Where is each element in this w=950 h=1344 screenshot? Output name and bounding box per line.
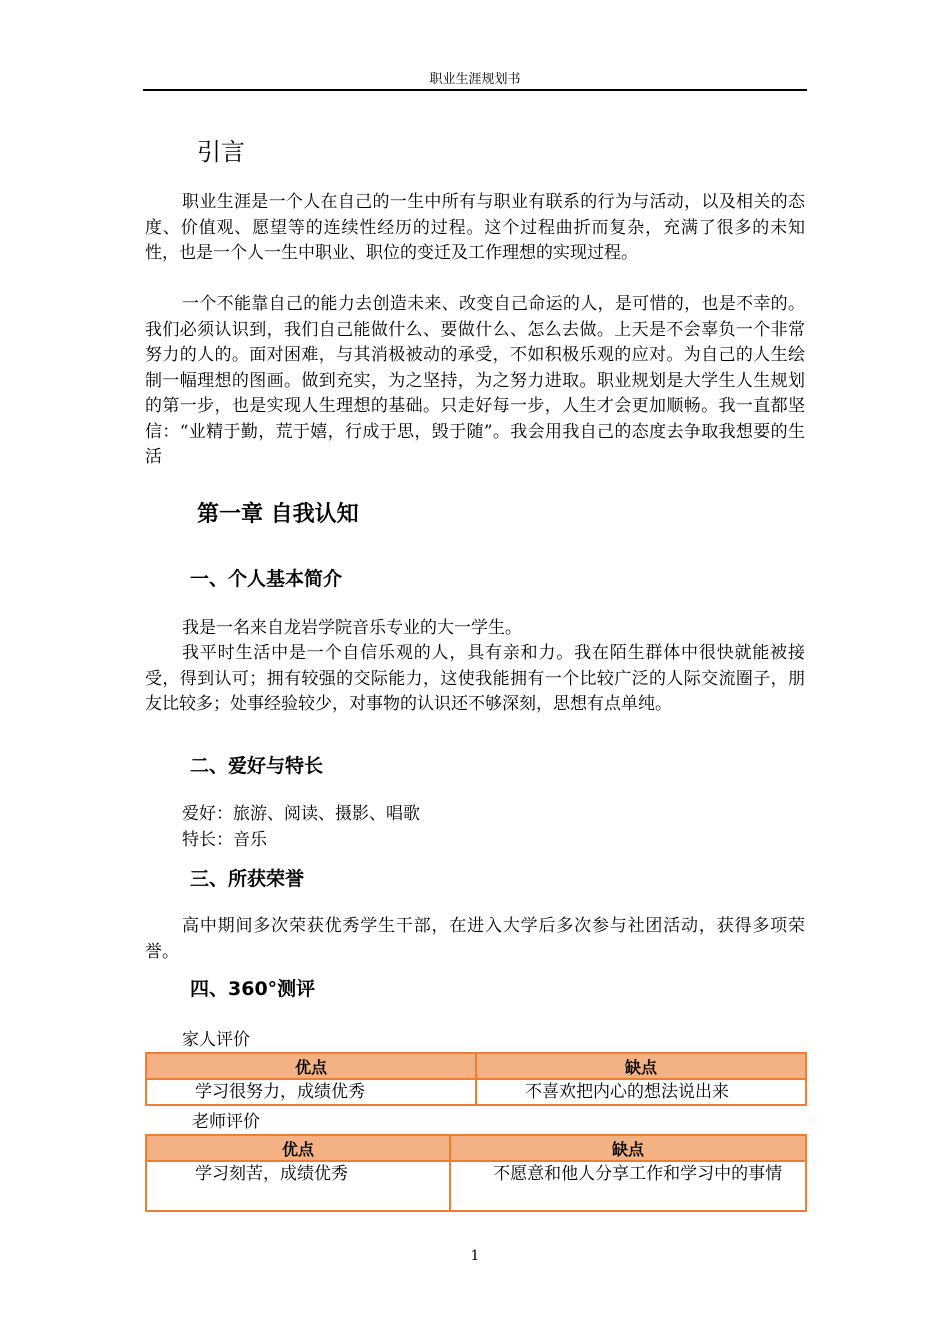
talents-line: 特长：音乐 — [182, 830, 267, 850]
family-cons-cell: 不喜欢把内心的想法说出来 — [476, 1079, 806, 1105]
family-pros-header: 优点 — [146, 1053, 476, 1079]
page-number: 1 — [470, 1248, 480, 1264]
intro-paragraph-1: 职业生涯是一个人在自己的一生中所有与职业有联系的行为与活动，以及相关的态度、价值观、愿望等的连续性经历的过程。这个过程曲折而复杂，充满了很多的未知性，也是一个人一生中职业、职位的变迁及工作理想的实现过程。 — [145, 192, 805, 263]
teacher-cons-cell: 不愿意和他人分享工作和学习中的事情 — [450, 1161, 806, 1211]
intro-paragraph-2: 一个不能靠自己的能力去创造未来、改变自己命运的人，是可惜的，也是不幸的。我们必须认识到，我们自己能做什么、要做什么、怎么去做。上天是不会辜负一个非常努力的人的。面对困难，与其消极被动的承受，不如积极乐观的应对。为自己的人生绘制一幅理想的图画。做到充实，为之坚持，为之努力进取。职业规划是大学生人生规划的第一步，也是实现人生理想的基础。只走好每一步，人生才会更加顺畅。我一直都坚信：“业精于勤，荒于嬉，行成于思，毁于随”。我会用我自己的态度去争取我想要的生活 — [145, 294, 805, 467]
intro-heading: 引言 — [197, 138, 245, 166]
family-eval-label: 家人评价 — [182, 1030, 250, 1050]
profile-paragraph-2: 我平时生活中是一个自信乐观的人，具有亲和力。我在陌生群体中很快就能被接受，得到认可；拥有较强的交际能力，这使我能拥有一个比较广泛的人际交流圈子，朋友比较多；处事经验较少，对事物的认识还不够深刻，思想有点单纯。 — [145, 643, 805, 714]
honors-paragraph: 高中期间多次荣获优秀学生干部，在进入大学后多次参与社团活动，获得多项荣誉。 — [145, 916, 805, 962]
family-cons-header: 缺点 — [476, 1053, 806, 1079]
table-row — [146, 1079, 806, 1105]
page-header-title: 职业生涯规划书 — [429, 72, 521, 87]
section-heading-honors: 三、所获荣誉 — [190, 868, 305, 890]
teacher-cons-header: 缺点 — [450, 1135, 806, 1161]
table-row — [146, 1161, 806, 1211]
section-heading-evaluation: 四、360°测评 — [190, 978, 316, 1000]
profile-paragraph-1: 我是一名来自龙岩学院音乐专业的大一学生。 — [182, 618, 522, 638]
hobbies-line: 爱好：旅游、阅读、摄影、唱歌 — [182, 804, 420, 824]
table-header-row — [146, 1053, 806, 1079]
family-pros-cell: 学习很努力，成绩优秀 — [146, 1079, 476, 1105]
table-header-row — [146, 1135, 806, 1161]
teacher-eval-table — [145, 1134, 807, 1212]
teacher-pros-cell: 学习刻苦，成绩优秀 — [146, 1161, 450, 1211]
section-heading-hobbies: 二、爱好与特长 — [190, 755, 324, 777]
chapter-heading: 第一章 自我认知 — [197, 502, 359, 527]
family-eval-table — [145, 1052, 807, 1106]
header-divider — [143, 89, 807, 91]
teacher-pros-header: 优点 — [146, 1135, 450, 1161]
section-heading-profile: 一、个人基本简介 — [190, 568, 343, 590]
teacher-eval-label: 老师评价 — [192, 1112, 260, 1132]
